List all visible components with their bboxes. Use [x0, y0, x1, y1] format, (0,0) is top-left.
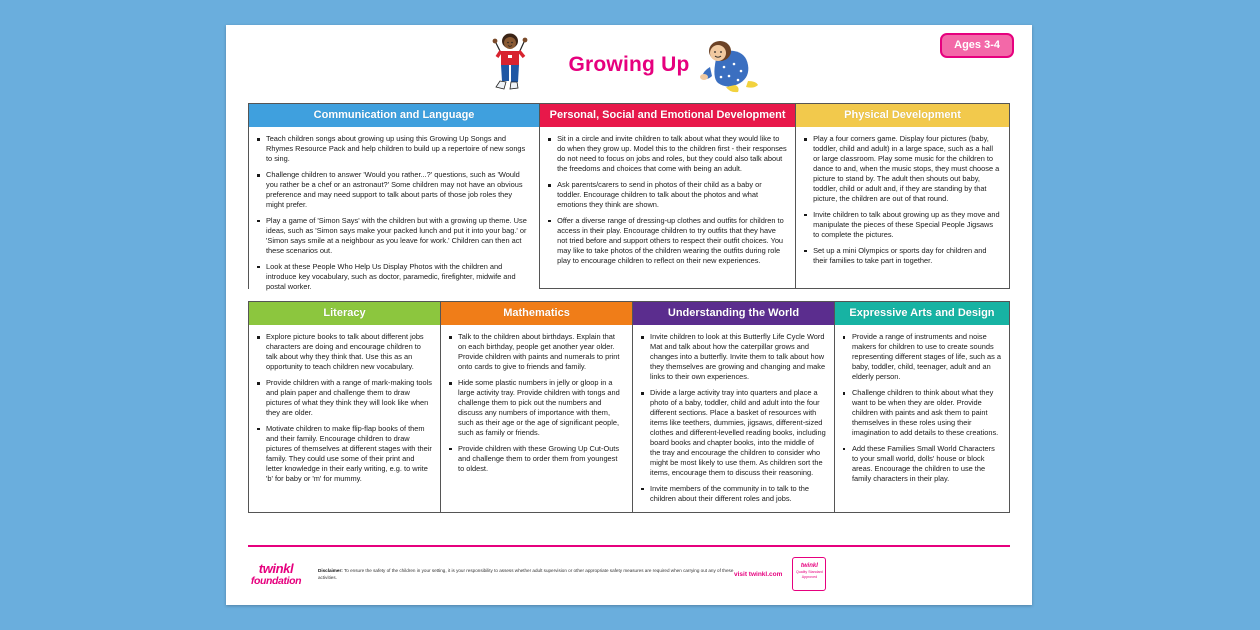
resource-link[interactable]: Families Small World Characters	[887, 443, 995, 453]
items-understanding-the-world	[639, 332, 826, 504]
column-body-understanding-the-world	[633, 325, 834, 512]
activity-item: Explore picture books to talk about different jobs characters are doing and encourage children to talk about why they think that. Use this as an opportunity to teach children new vocabulary.	[255, 332, 432, 372]
column-literacy	[248, 301, 440, 513]
items-personal-social-and-emotional-development	[546, 134, 787, 266]
activity-item: Invite children to look at this Butterfly Life Cycle Word Mat and talk about how the caterpillar grows and changes into a butterfly. Invite them to talk about how they themselves are growing and changing and make links to their own experiences.	[639, 332, 826, 382]
column-communication-and-language	[248, 103, 539, 289]
header	[226, 25, 1032, 103]
activity-item: Hide some plastic numbers in jelly or gloop in a large activity tray. Provide children with tongs and challenge them to pick out the numbers and discuss any numbers of importance with them, such as their age or the age of significant people, such as family or friends.	[447, 378, 624, 438]
quality-badge-sub: Quality Standard Approved	[796, 570, 823, 579]
activity-item: Play a game of 'Simon Says' with the children but with a growing up theme. Use ideas, such as 'Simon says make your packed lunch and put it into your bag.' or 'Simon says smile at a neighbour as you leave for work.' Children can then act these scenarios out.	[255, 216, 531, 256]
column-header-communication-and-language: Communication and Language	[249, 104, 539, 127]
column-body-literacy	[249, 325, 440, 512]
column-header-mathematics: Mathematics	[441, 302, 632, 325]
activity-item: Teach children songs about growing up using this Growing Up Songs and Rhymes Resource Pack and help children to build up a repertoire of new songs to sing.	[255, 134, 531, 164]
activity-item: Challenge children to answer 'Would you rather...?' questions, such as 'Would you rather be a chef or an astronaut?' Some children may not have an obvious preference and may need support to talk about parts of those job roles they might prefer.	[255, 170, 531, 210]
activity-item: Challenge children to think about what they want to be when they are older. Provide children with paints and ask them to paint themselves in these roles using their imagination to add details to these creations.	[841, 388, 1001, 438]
column-body-mathematics	[441, 325, 632, 512]
items-literacy	[255, 332, 432, 484]
column-header-expressive-arts-and-design: Expressive Arts and Design	[835, 302, 1009, 325]
quality-badge-word: twinkl	[800, 563, 818, 569]
footer-divider	[248, 545, 1010, 547]
activity-item: Look at these People Who Help Us Display Photos with the children and introduce key vocabulary, such as doctor, paramedic, firefighter, midwife and postal worker.	[255, 262, 531, 292]
activity-item: Sit in a circle and invite children to talk about what they would like to do when they grow up. Model this to the children first - their responses do not need to focus on jobs and roles, but they could also talk about the freedoms and choices that come with being an adult.	[546, 134, 787, 174]
resource-link[interactable]: Growing Up Songs and Rhymes Resource Pack	[266, 134, 506, 154]
worksheet-sheet	[226, 25, 1032, 605]
activity-item: Set up a mini Olympics or sports day for children and their families to take part in together.	[802, 246, 1001, 266]
resource-link[interactable]: People Who Help Us Display Photos	[312, 261, 433, 271]
column-mathematics	[440, 301, 632, 513]
quality-standard-badge	[792, 557, 826, 591]
activity-item: Invite children to talk about growing up as they move and manipulate the pieces of these Special People Jigsaws to complete the pictures.	[802, 210, 1001, 240]
column-header-literacy: Literacy	[249, 302, 440, 325]
activity-item: Divide a large activity tray into quarters and place a photo of a baby, toddler, child and adult into the four different sections. Place a basket of resources with items like teethers, dummies, jigsaws, different-sized clothes and different-levelled reading books, including board books and chapter books, into the middle of the tray and encourage the children to consider who might be most likely to use them. As children sort the items, encourage them to discuss their reasoning.	[639, 388, 826, 478]
disclaimer-text	[304, 567, 734, 581]
activity-item: Ask parents/carers to send in photos of their child as a baby or toddler. Encourage children to talk about the photos and what emotions they think are shown.	[546, 180, 787, 210]
row-one	[248, 103, 1010, 289]
twinkl-logo-sub: foundation	[250, 574, 302, 587]
activity-item: Provide children with these Growing Up Cut-Outs and challenge them to order them from youngest to oldest.	[447, 444, 624, 474]
resource-link[interactable]: Special People Jigsaws	[915, 219, 994, 229]
learning-areas-grid	[226, 103, 1032, 513]
activity-item: Motivate children to make flip-flap books of them and their family. Encourage children to draw pictures of themselves at different stages with their family. They could use some of their print and letter knowledge in their early writing, e.g. to write 'b' for baby or 'm' for mummy.	[255, 424, 432, 484]
twinkl-logo	[248, 562, 304, 587]
activity-item: Talk to the children about birthdays. Explain that on each birthday, people get another year older. Provide children with paints and numerals to print onto cards to give to friends and family.	[447, 332, 624, 372]
column-understanding-the-world	[632, 301, 834, 513]
items-expressive-arts-and-design	[841, 332, 1001, 484]
column-header-understanding-the-world: Understanding the World	[633, 302, 834, 325]
footer	[248, 545, 1010, 591]
column-expressive-arts-and-design	[834, 301, 1010, 513]
activity-item: Play a four corners game. Display four pictures (baby, toddler, child and adult) in a large space, such as a hall or large classroom. Play some music for the children to dance to and, when the music stops, they must choose a picture to stand by. The adult then shouts out baby, toddler, child or adult and, if they are standing by that picture, the children are out of that round.	[802, 134, 1001, 204]
items-physical-development	[802, 134, 1001, 266]
activity-item: Offer a diverse range of dressing-up clothes and outfits for children to access in their play. Encourage children to try outfits that they have not tried before and support others to respect their outfit choices. You may like to take photos of the children wearing the outfits during role play to encourage children to reflect on their new experiences.	[546, 216, 787, 266]
activity-item: Add these Families Small World Characters to your small world, dolls' house or block areas. Encourage the children to use the family characters in their play.	[841, 444, 1001, 484]
twinkl-logo-word: twinkl	[258, 560, 294, 576]
activity-item: Provide a range of instruments and noise makers for children to use to create sounds representing different stages of life, such as a baby, toddler, child, teenager, adult and an elderly person.	[841, 332, 1001, 382]
visit-link[interactable]: visit twinkl.com	[734, 570, 783, 578]
activity-item: Provide children with a range of mark-making tools and plain paper and challenge them to draw pictures of what they think they will look like when they are older.	[255, 378, 432, 418]
column-header-physical-development: Physical Development	[796, 104, 1009, 127]
column-body-communication-and-language	[249, 127, 539, 299]
disclaimer-body: To ensure the safety of the children in your setting, it is your responsibility to assess whether adult supervision or other appropriate safety measures are required when carrying out any of these activities.	[318, 567, 734, 580]
row-two	[248, 301, 1010, 513]
column-body-expressive-arts-and-design	[835, 325, 1009, 512]
column-body-physical-development	[796, 127, 1009, 288]
resource-link[interactable]: Butterfly Life Cycle Word Mat	[650, 332, 825, 352]
page-title: Growing Up	[568, 53, 690, 76]
items-communication-and-language	[255, 134, 531, 292]
column-header-personal-social-and-emotional-development: Personal, Social and Emotional Development	[540, 104, 795, 127]
column-personal-social-and-emotional-development	[539, 103, 795, 289]
column-body-personal-social-and-emotional-development	[540, 127, 795, 288]
column-physical-development	[795, 103, 1010, 289]
resource-link[interactable]: Growing Up Cut-Outs	[548, 443, 620, 453]
activity-item: Invite members of the community in to talk to the children about their different roles and jobs.	[639, 484, 826, 504]
ages-badge: Ages 3-4	[940, 33, 1014, 58]
items-mathematics	[447, 332, 624, 474]
disclaimer-label: Disclaimer:	[318, 567, 343, 573]
